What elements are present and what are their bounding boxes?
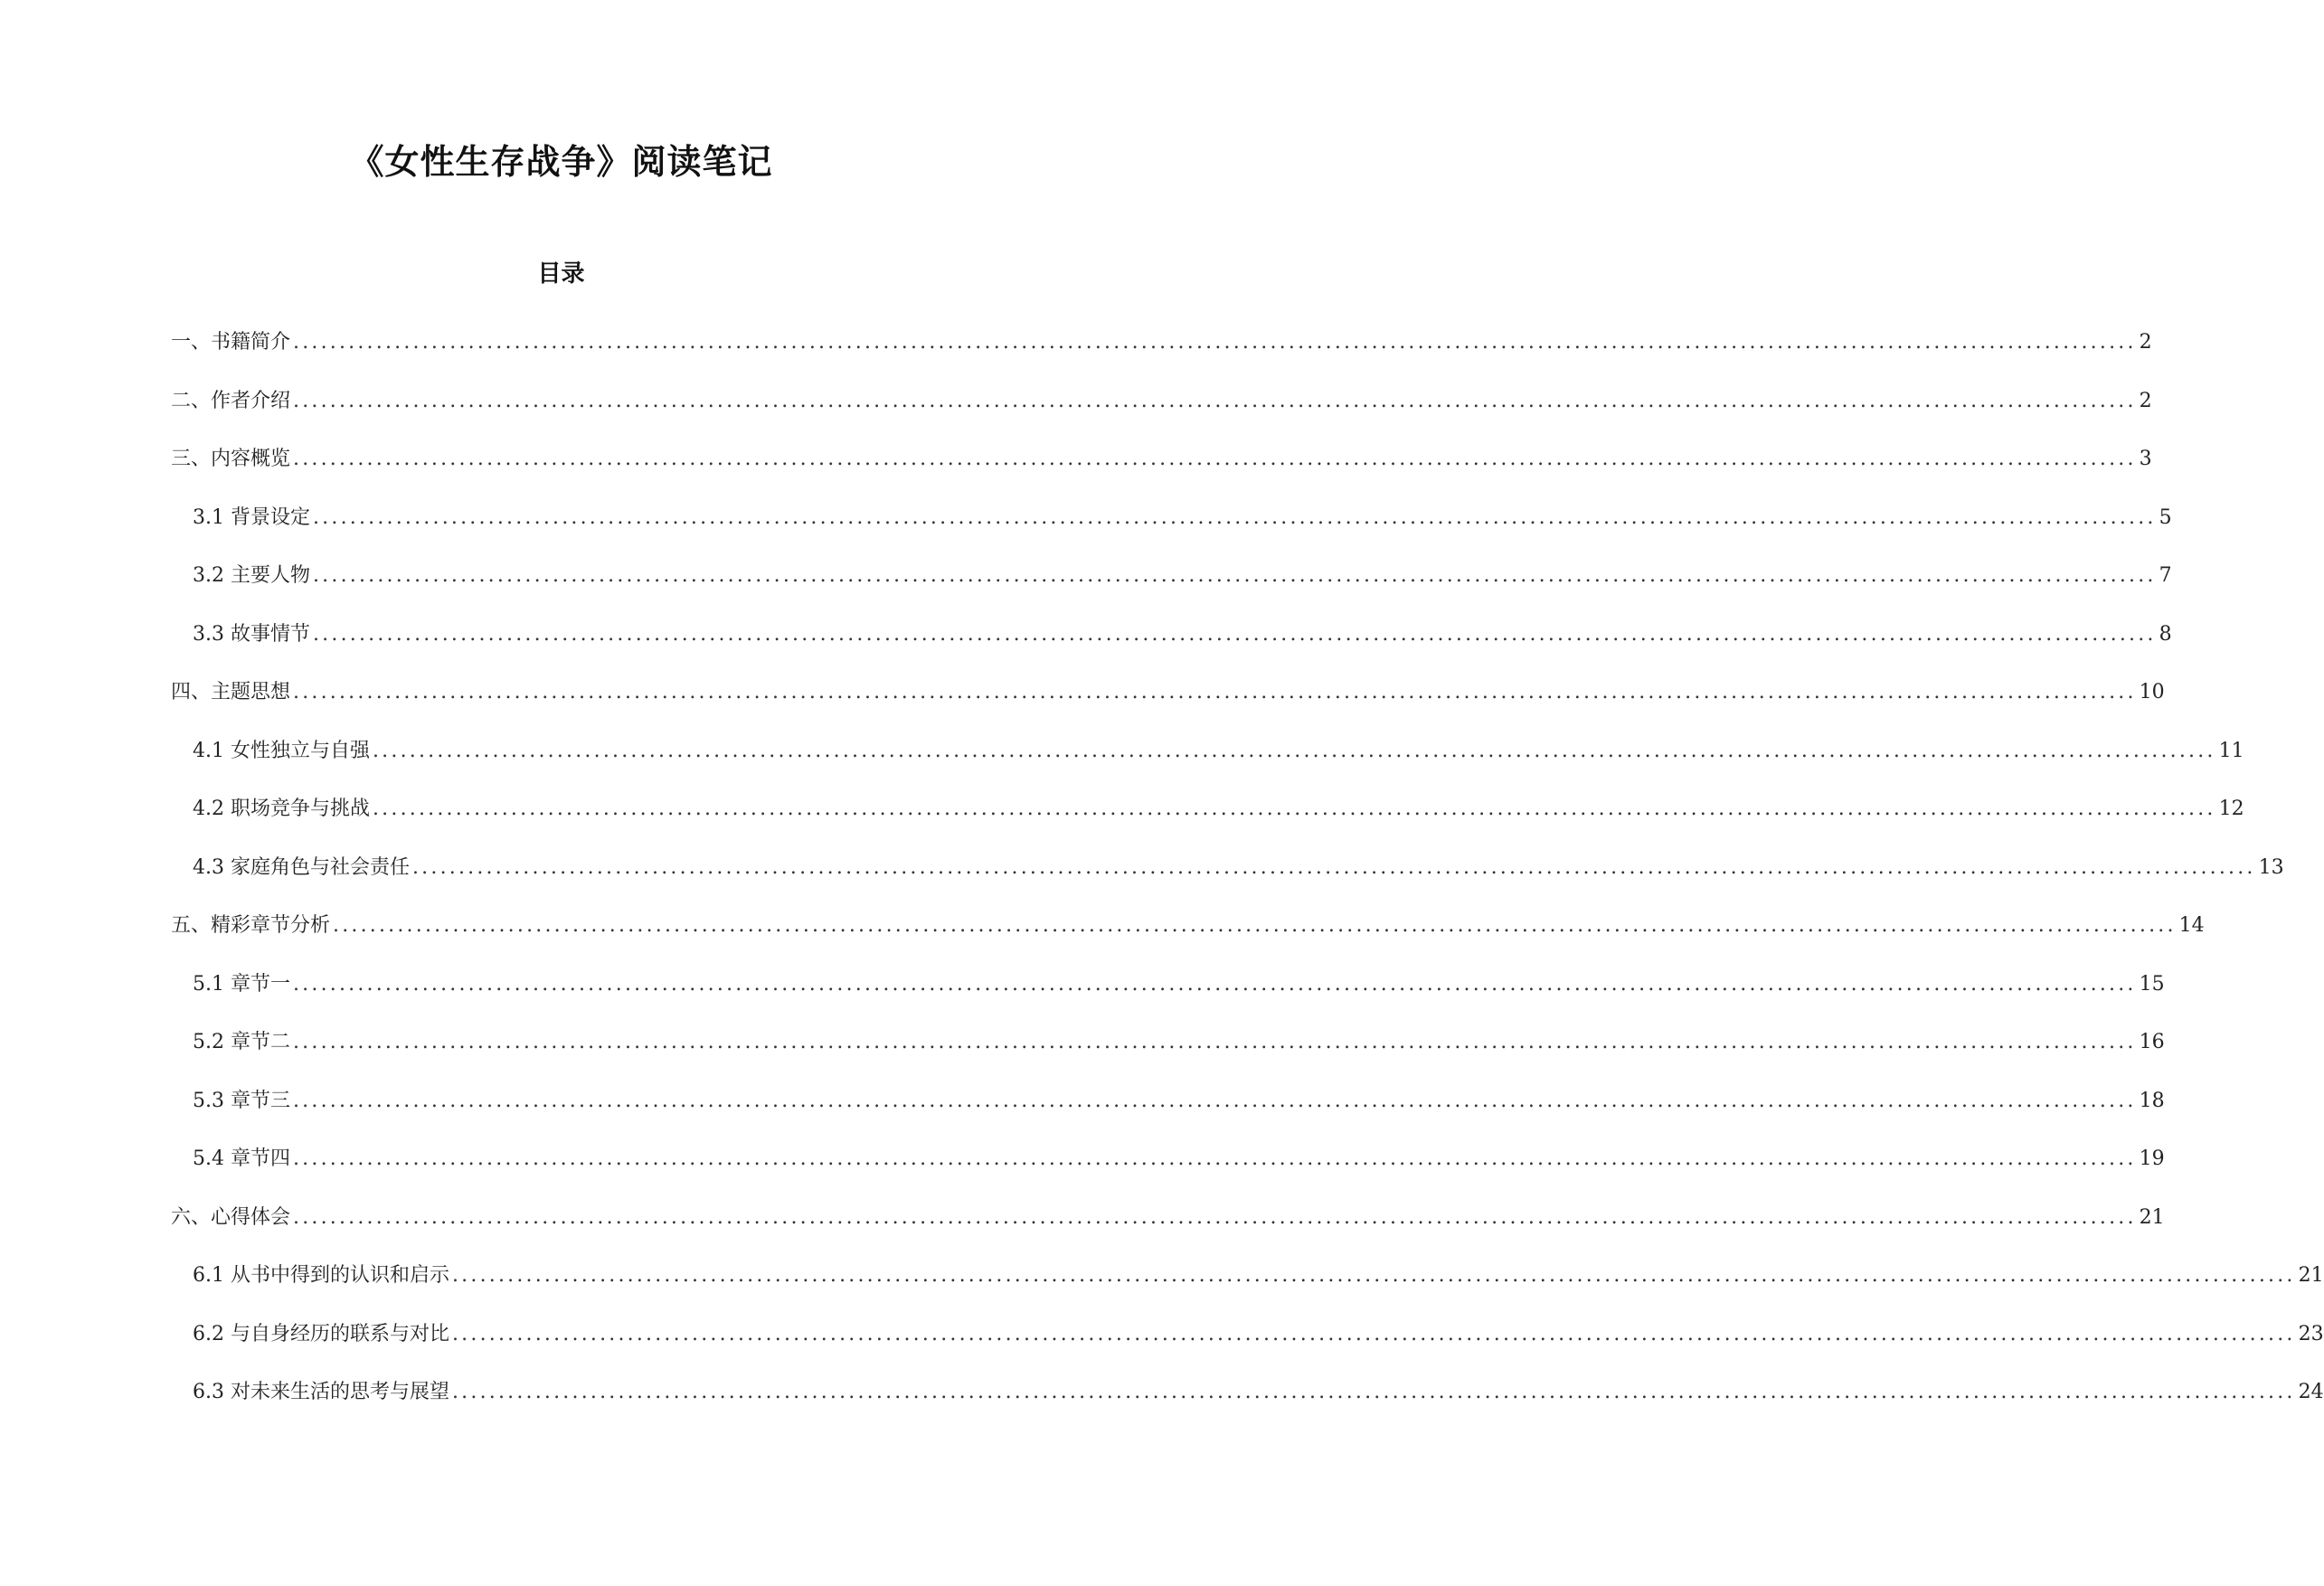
- toc-entry[interactable]: [193, 853, 2284, 883]
- toc-entry-label: 6.2 与自身经历的联系与对比: [193, 1323, 449, 1345]
- toc-entry-page-number: 19: [2139, 1147, 2165, 1170]
- toc-entry-label: 5.3 章节三: [193, 1090, 290, 1112]
- toc-entry[interactable]: [193, 794, 2244, 825]
- toc-entry-label: 5.2 章节二: [193, 1031, 290, 1053]
- toc-dot-leader: ........................................................................................................................................................................................................: [372, 740, 2216, 762]
- toc-entry-page-number: 14: [2178, 914, 2205, 937]
- toc-entry-label: 3.2 主要人物: [193, 564, 310, 587]
- toc-entry-label: 4.1 女性独立与自强: [193, 740, 370, 762]
- toc-entry-label: 五、精彩章节分析: [171, 914, 331, 937]
- toc-dot-leader: ........................................................................................................................................................................................................: [293, 1206, 2137, 1229]
- toc-dot-leader: ........................................................................................................................................................................................................: [292, 1147, 2137, 1170]
- toc-entry-page-number: 12: [2218, 798, 2244, 820]
- toc-dot-leader: ........................................................................................................................................................................................................: [411, 856, 2256, 879]
- toc-entry[interactable]: [193, 1319, 2324, 1350]
- toc-entry[interactable]: [171, 386, 2152, 417]
- toc-entry[interactable]: [193, 1260, 2324, 1291]
- toc-entry-label: 4.3 家庭角色与社会责任: [193, 856, 410, 879]
- toc-entry-label: 一、书籍简介: [171, 331, 291, 354]
- toc-entry[interactable]: [193, 561, 2172, 591]
- toc-dot-leader: ........................................................................................................................................................................................................: [293, 390, 2137, 412]
- toc-entry-page-number: 2: [2139, 331, 2152, 354]
- toc-entry[interactable]: [171, 327, 2152, 358]
- toc-dot-leader: ........................................................................................................................................................................................................: [292, 1090, 2137, 1112]
- toc-entry-page-number: 23: [2298, 1323, 2324, 1345]
- toc-entry-page-number: 15: [2139, 973, 2165, 996]
- toc-dot-leader: ........................................................................................................................................................................................................: [333, 914, 2177, 937]
- toc-dot-leader: ........................................................................................................................................................................................................: [312, 506, 2157, 529]
- toc-dot-leader: ........................................................................................................................................................................................................: [451, 1264, 2296, 1287]
- toc-entry-label: 二、作者介绍: [171, 390, 291, 412]
- toc-entry-page-number: 21: [2139, 1206, 2165, 1229]
- toc-entry-label: 四、主题思想: [171, 681, 291, 703]
- toc-entry-label: 5.4 章节四: [193, 1147, 290, 1170]
- toc-entry[interactable]: [193, 1377, 2324, 1408]
- toc-entry-label: 4.2 职场竞争与挑战: [193, 798, 370, 820]
- toc-entry[interactable]: [193, 736, 2244, 767]
- toc-entry-label: 6.1 从书中得到的认识和启示: [193, 1264, 449, 1287]
- toc-dot-leader: ........................................................................................................................................................................................................: [292, 1031, 2137, 1053]
- toc-entry[interactable]: [193, 1144, 2165, 1175]
- toc-entry-page-number: 18: [2139, 1090, 2165, 1112]
- toc-entry[interactable]: [171, 444, 2152, 475]
- toc-entry-page-number: 16: [2139, 1031, 2165, 1053]
- toc-entry[interactable]: [193, 1027, 2165, 1058]
- toc-dot-leader: ........................................................................................................................................................................................................: [451, 1381, 2296, 1403]
- toc-entry-page-number: 13: [2258, 856, 2284, 879]
- toc-entry-page-number: 11: [2218, 740, 2244, 762]
- toc-entry[interactable]: [193, 969, 2165, 1000]
- toc-entry-page-number: 3: [2139, 448, 2152, 470]
- toc-entry-label: 5.1 章节一: [193, 973, 290, 996]
- toc-entry[interactable]: [171, 1203, 2165, 1233]
- toc-entry[interactable]: [171, 911, 2205, 941]
- toc-dot-leader: ........................................................................................................................................................................................................: [293, 331, 2137, 354]
- toc-entry[interactable]: [171, 677, 2165, 708]
- toc-entry[interactable]: [193, 1086, 2165, 1117]
- toc-entry-page-number: 7: [2159, 564, 2172, 587]
- toc-dot-leader: ........................................................................................................................................................................................................: [372, 798, 2216, 820]
- toc-dot-leader: ........................................................................................................................................................................................................: [312, 564, 2157, 587]
- toc-entry-label: 六、心得体会: [171, 1206, 291, 1229]
- toc-dot-leader: ........................................................................................................................................................................................................: [292, 973, 2137, 996]
- toc-dot-leader: ........................................................................................................................................................................................................: [312, 623, 2157, 646]
- toc-entry[interactable]: [193, 503, 2172, 533]
- toc-entry-label: 6.3 对未来生活的思考与展望: [193, 1381, 449, 1403]
- toc-dot-leader: ........................................................................................................................................................................................................: [451, 1323, 2296, 1345]
- toc-entry-page-number: 5: [2159, 506, 2172, 529]
- document-title: 《女性生存战争》阅读笔记: [349, 141, 773, 182]
- toc-heading: 目录: [537, 260, 585, 288]
- toc-dot-leader: ........................................................................................................................................................................................................: [293, 681, 2137, 703]
- toc-entry-label: 3.1 背景设定: [193, 506, 310, 529]
- toc-entry-page-number: 2: [2139, 390, 2152, 412]
- toc-entry-page-number: 24: [2298, 1381, 2324, 1403]
- toc-entry-page-number: 8: [2159, 623, 2172, 646]
- toc-dot-leader: ........................................................................................................................................................................................................: [293, 448, 2137, 470]
- toc-entry-page-number: 10: [2139, 681, 2165, 703]
- toc-entry-page-number: 21: [2298, 1264, 2324, 1287]
- toc-entry[interactable]: [193, 619, 2172, 650]
- toc-entry-label: 三、内容概览: [171, 448, 291, 470]
- toc-entry-label: 3.3 故事情节: [193, 623, 310, 646]
